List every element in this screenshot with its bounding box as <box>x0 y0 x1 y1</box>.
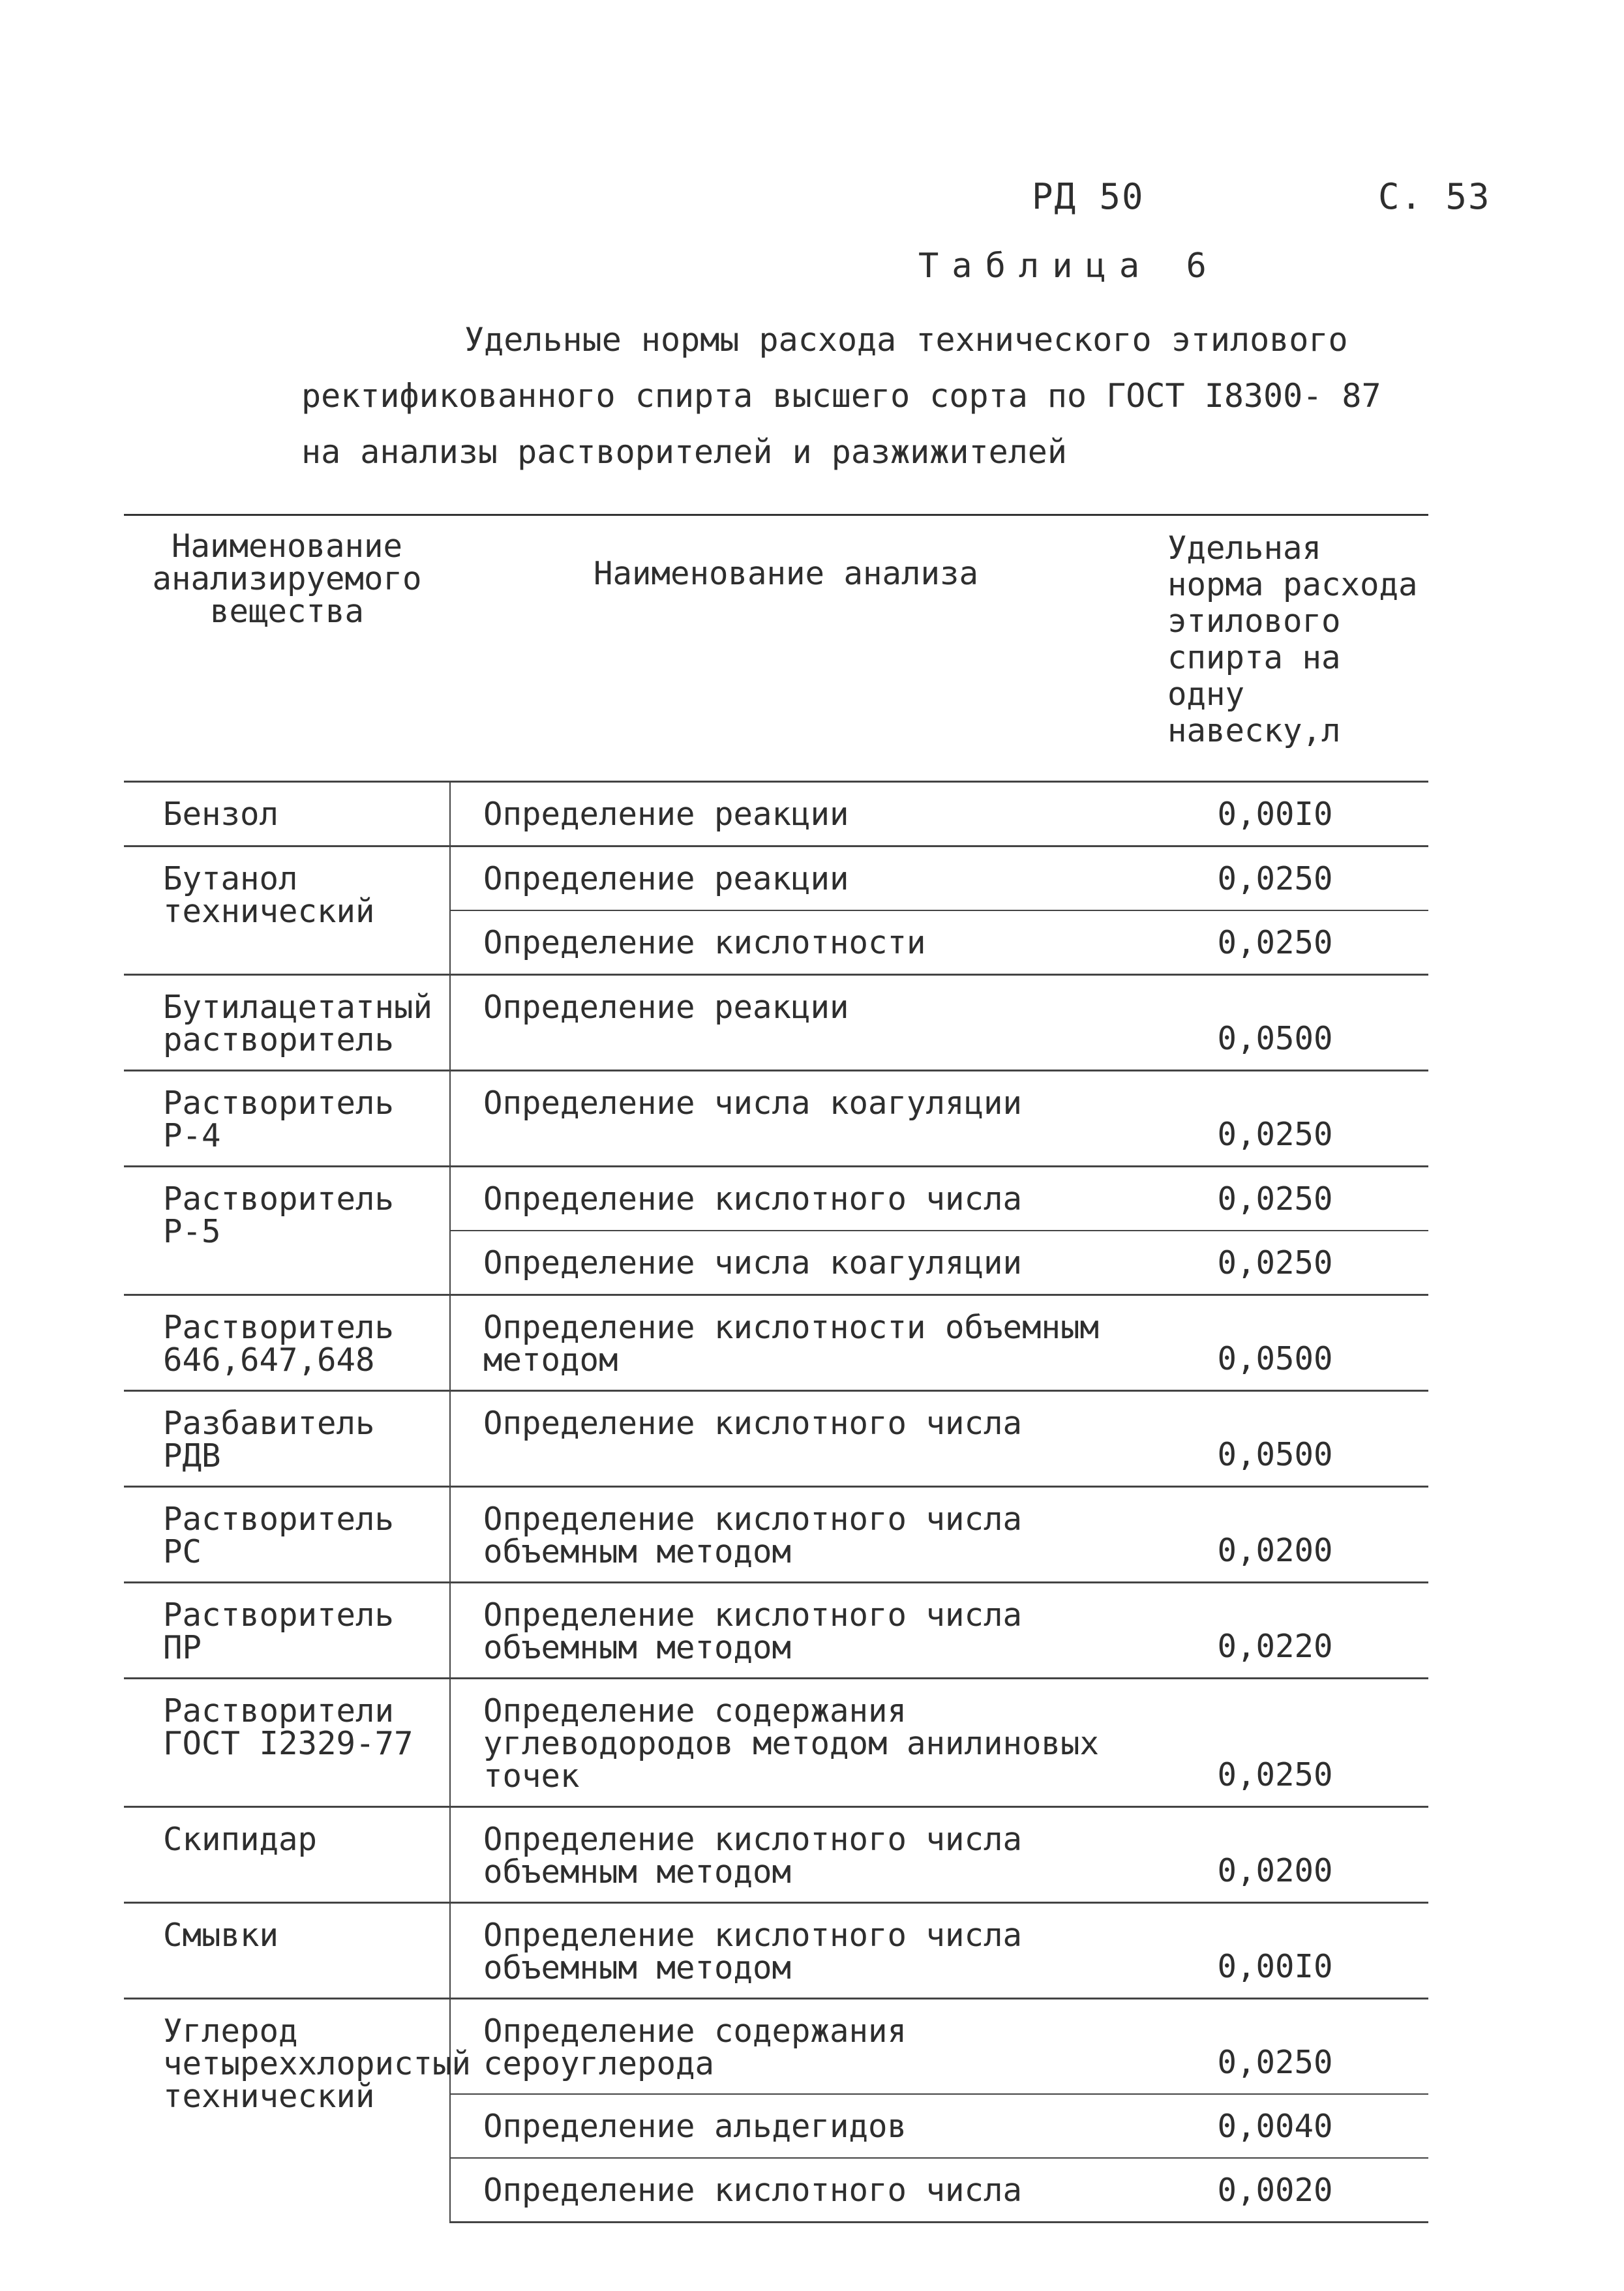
analysis-cell: Определение кислотного числа объемным методом <box>450 1903 1122 1999</box>
analysis-cell: Определение кислотного числа <box>450 1167 1122 1231</box>
analysis-cell: Определение кислотного числа объемным методом <box>450 1487 1122 1583</box>
analysis-cell: Определение кислотного числа объемным методом <box>450 1807 1122 1903</box>
norm-value-cell: 0,0250 <box>1122 1231 1428 1295</box>
analysis-cell: Определение кислотного числа <box>450 2158 1122 2223</box>
substance-cell: Растворитель 646,647,648 <box>124 1295 450 1391</box>
title-line-3: на анализы растворителей и разжижителей <box>301 433 1067 471</box>
table-row <box>124 1167 1428 1231</box>
norm-value-cell: 0,0500 <box>1122 1295 1428 1391</box>
page-number: С. 53 <box>1378 176 1491 217</box>
title-line-2: ректификованного спирта высшего сорта по ГОСТ I8300- 87 <box>301 377 1381 415</box>
norm-value-cell: 0,0500 <box>1122 975 1428 1071</box>
table-row <box>124 1487 1428 1583</box>
substance-cell: Углерод четыреххлористый технический <box>124 1999 450 2223</box>
table-row <box>124 846 1428 911</box>
analysis-cell: Определение кислотного числа <box>450 1391 1122 1487</box>
substance-cell: Растворитель ПР <box>124 1583 450 1679</box>
table-row <box>124 1999 1428 2095</box>
norm-value-cell: 0,0250 <box>1122 1071 1428 1167</box>
analysis-cell: Определение реакции <box>450 975 1122 1071</box>
norms-table <box>124 514 1428 2223</box>
substance-cell: Бутилацетатный растворитель <box>124 975 450 1071</box>
substance-cell: Бензол <box>124 782 450 846</box>
substance-cell: Скипидар <box>124 1807 450 1903</box>
norm-value-cell: 0,0200 <box>1122 1807 1428 1903</box>
norm-value-cell: 0,00I0 <box>1122 782 1428 846</box>
table-row <box>124 782 1428 846</box>
norm-value-cell: 0,0040 <box>1122 2094 1428 2158</box>
analysis-cell: Определение реакции <box>450 846 1122 911</box>
norm-value-cell: 0,00I0 <box>1122 1903 1428 1999</box>
substance-cell: Растворитель Р-4 <box>124 1071 450 1167</box>
analysis-cell: Определение числа коагуляции <box>450 1231 1122 1295</box>
analysis-cell: Определение кислотного числа объемным методом <box>450 1583 1122 1679</box>
norm-value-cell: 0,0250 <box>1122 910 1428 975</box>
substance-cell: Растворитель РС <box>124 1487 450 1583</box>
norm-value-cell: 0,0220 <box>1122 1583 1428 1679</box>
table-row <box>124 1679 1428 1807</box>
analysis-cell: Определение реакции <box>450 782 1122 846</box>
analysis-cell: Определение кислотности <box>450 910 1122 975</box>
document-code: РД 50 <box>1032 176 1145 217</box>
table-row <box>124 1295 1428 1391</box>
table-row <box>124 1903 1428 1999</box>
substance-cell: Растворители ГОСТ I2329-77 <box>124 1679 450 1807</box>
norm-value-cell: 0,0250 <box>1122 1999 1428 2095</box>
table-body <box>124 782 1428 2223</box>
substance-cell: Растворитель Р-5 <box>124 1167 450 1295</box>
table-title <box>301 312 1423 480</box>
column-header-norm: Удельная норма расхода этилового спирта на одну навеску,л <box>1167 530 1418 749</box>
analysis-cell: Определение числа коагуляции <box>450 1071 1122 1167</box>
norm-value-cell: 0,0250 <box>1122 1679 1428 1807</box>
norm-value-cell: 0,0200 <box>1122 1487 1428 1583</box>
table-row <box>124 975 1428 1071</box>
substance-cell: Смывки <box>124 1903 450 1999</box>
norm-value-cell: 0,0500 <box>1122 1391 1428 1487</box>
column-header-analysis: Наименование анализа <box>593 555 978 592</box>
norm-value-cell: 0,0250 <box>1122 1167 1428 1231</box>
table-row <box>124 1583 1428 1679</box>
analysis-cell: Определение содержания углеводородов методом анилиновых точек <box>450 1679 1122 1807</box>
analysis-cell: Определение содержания сероуглерода <box>450 1999 1122 2095</box>
norm-value-cell: 0,0020 <box>1122 2158 1428 2223</box>
table-label: Таблица 6 <box>918 247 1220 286</box>
analysis-cell: Определение альдегидов <box>450 2094 1122 2158</box>
table-row <box>124 1071 1428 1167</box>
substance-cell: Разбавитель РДВ <box>124 1391 450 1487</box>
table-row <box>124 1807 1428 1903</box>
substance-cell: Бутанол технический <box>124 846 450 975</box>
table-header-row <box>124 515 1428 782</box>
table-row <box>124 1391 1428 1487</box>
analysis-cell: Определение кислотности объемным методом <box>450 1295 1122 1391</box>
norm-value-cell: 0,0250 <box>1122 846 1428 911</box>
column-header-substance: Наименование анализируемого вещества <box>152 528 422 630</box>
title-line-1: Удельные нормы расхода технического этилового <box>464 321 1348 359</box>
